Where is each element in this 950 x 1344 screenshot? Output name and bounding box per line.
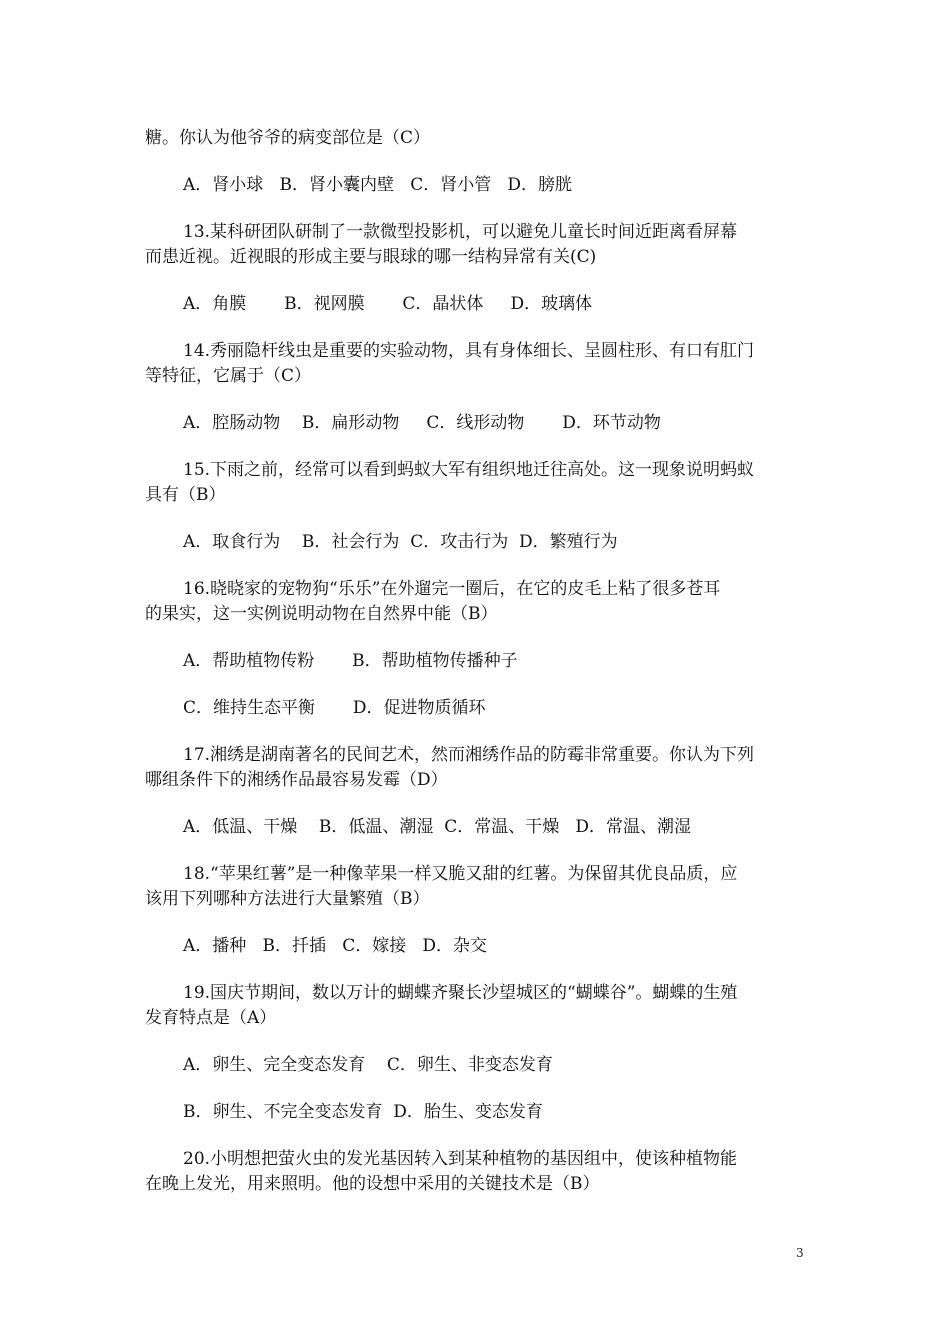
- q14-stem-line1: 14.秀丽隐杆线虫是重要的实验动物，具有身体细长、呈圆柱形、有口有肛门: [183, 341, 755, 361]
- page-number: 3: [796, 1246, 804, 1260]
- q15-stem-line2: 具有（B）: [145, 485, 226, 505]
- q17-options: A．低温、干燥 B．低温、潮湿 C．常温、干燥 D．常温、潮湿: [183, 817, 692, 837]
- q19-options-row1: A．卵生、完全变态发育 C．卵生、非变态发育: [183, 1055, 553, 1075]
- q19-stem-line2: 发育特点是（A）: [145, 1008, 277, 1028]
- q12-stem-end: 糖。你认为他爷爷的病变部位是（C）: [145, 128, 431, 148]
- q13-stem-line2: 而患近视。近视眼的形成主要与眼球的哪一结构异常有关(C): [145, 247, 597, 267]
- q16-options-row1: A．帮助植物传粉 B．帮助植物传播种子: [183, 651, 518, 671]
- q20-stem-line2: 在晚上发光，用来照明。他的设想中采用的关键技术是（B）: [145, 1174, 600, 1194]
- q12-options: A．肾小球 B．肾小囊内壁 C．肾小管 D．膀胱: [183, 175, 573, 195]
- q14-options: A．腔肠动物 B．扁形动物 C．线形动物 D．环节动物: [183, 413, 661, 433]
- q13-options: A．角膜 B．视网膜 C．晶状体 D．玻璃体: [183, 294, 593, 314]
- q19-options-row2: B．卵生、不完全变态发育 D．胎生、变态发育: [183, 1102, 543, 1122]
- q18-stem-line2: 该用下列哪种方法进行大量繁殖（B）: [145, 889, 430, 909]
- q17-stem-line2: 哪组条件下的湘绣作品最容易发霉（D）: [145, 770, 448, 790]
- q19-stem-line1: 19.国庆节期间，数以万计的蝴蝶齐聚长沙望城区的“蝴蝶谷”。蝴蝶的生殖: [183, 983, 738, 1003]
- q14-stem-line2: 等特征，它属于（C）: [145, 366, 312, 386]
- q15-options: A．取食行为 B．社会行为 C．攻击行为 D．繁殖行为: [183, 532, 618, 552]
- q16-stem-line1: 16.晓晓家的宠物狗“乐乐”在外遛完一圈后，在它的皮毛上粘了很多苍耳: [183, 579, 721, 599]
- q18-stem-line1: 18.“苹果红薯”是一种像苹果一样又脆又甜的红薯。为保留其优良品质，应: [183, 864, 738, 884]
- q18-options: A．播种 B．扦插 C．嫁接 D．杂交: [183, 936, 488, 956]
- q13-stem-line1: 13.某科研团队研制了一款微型投影机，可以避免儿童长时间近距离看屏幕: [183, 222, 738, 242]
- q16-options-row2: C．维持生态平衡 D．促进物质循环: [183, 698, 486, 718]
- q16-stem-line2: 的果实，这一实例说明动物在自然界中能（B）: [145, 604, 498, 624]
- q20-stem-line1: 20.小明想把萤火虫的发光基因转入到某种植物的基因组中，使该种植物能: [183, 1149, 738, 1169]
- q17-stem-line1: 17.湘绣是湖南著名的民间艺术，然而湘绣作品的防霉非常重要。你认为下列: [183, 745, 755, 765]
- q15-stem-line1: 15.下雨之前，经常可以看到蚂蚁大军有组织地迁往高处。这一现象说明蚂蚁: [183, 460, 755, 480]
